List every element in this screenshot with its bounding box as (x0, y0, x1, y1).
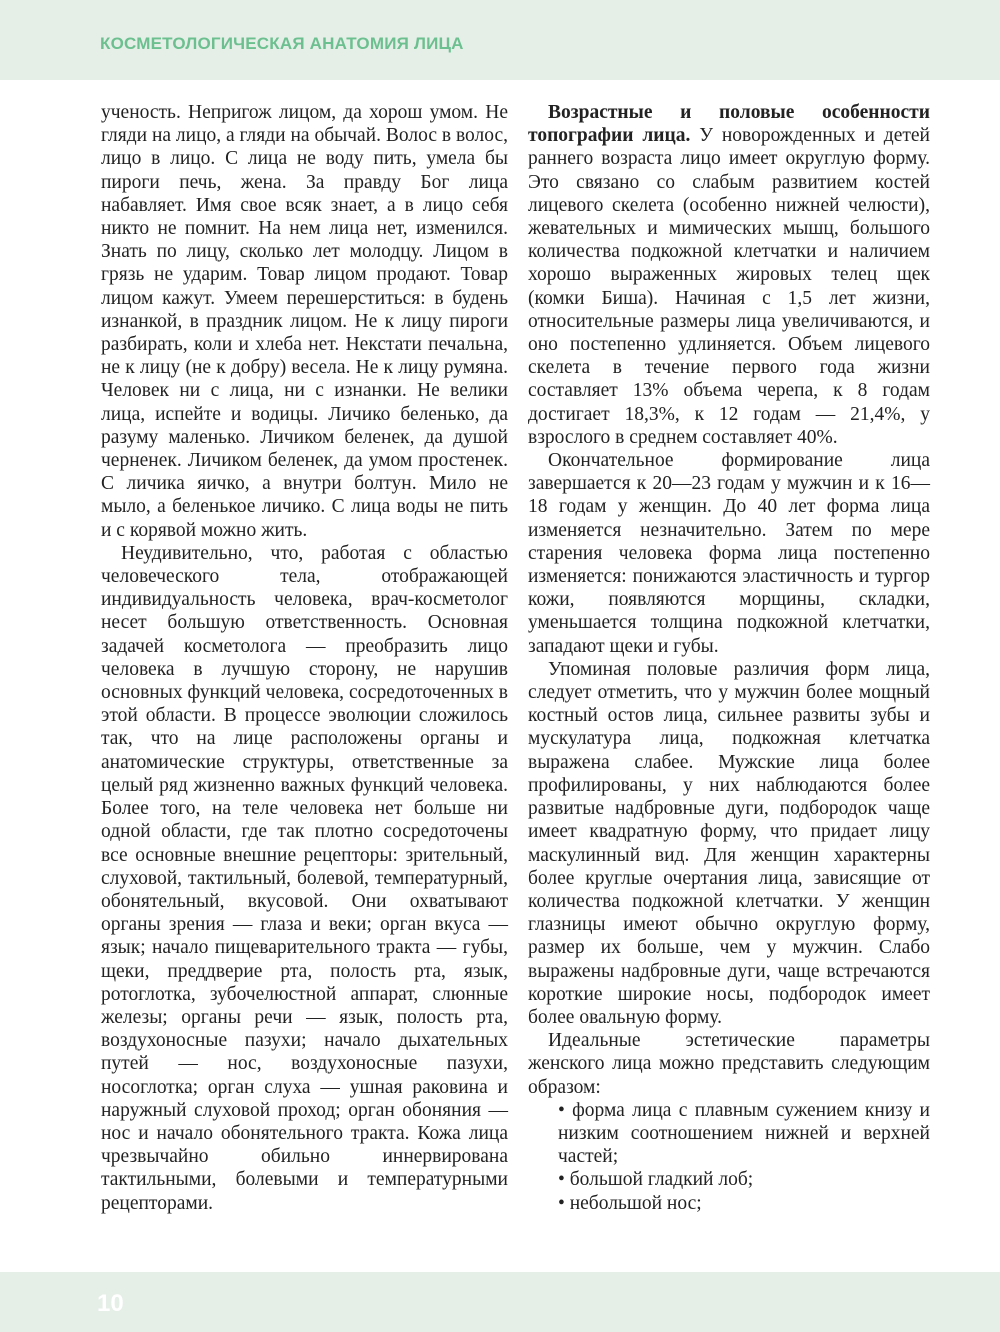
right-paragraph-3: Упоминая половые различия форм лица, следует отметить, что у мужчин более мощный костный остов лица, сильнее развиты зубы и мускулатура лица, подкожная клетчатка выражена слабее. Мужские лица более профилированы, у них наблюдаются более развитые надбровные дуги, подбородок чаще имеет квадратную форму, что придает лицу маскулинный вид. Для женщин характерны более круглые очертания лица, зависящие от количества подкожной клетчатки. У женщин глазницы имеют обычно округлую форму, размер их больше, чем у мужчин. Слабо выражены надбровные дуги, чаще встречаются короткие широкие носы, подбородок имеет более овальную форму. (528, 658, 930, 1028)
left-paragraph-1: ученость. Непригож лицом, да хорош умом. Не гляди на лицо, а гляди на обычай. Волос в волос, лицо в лицо. С лица не воду пить, умела бы пироги печь, жена. За правду Бог лица набавляет. Имя свое всяк знает, а в лицо себя никто не помнит. На нем лица нет, изменился. Знать по лицу, сколько лет молодцу. Лицом в грязь не ударим. Товар лицом продают. Товар лицом кажут. Умеем перешерститься: в будень изнанкой, в праздник лицом. Не к лицу пироги разбирать, коли и хлеба нет. Некстати печальна, не к лицу (не к добру) весела. Не к лицу румяна. Человек ни с лица, ни с изнанки. Не велики лица, испейте и водицы. Личико беленько, да разуму маленько. Личиком беленек, да душой черненек. Личиком беленек, да умом простенек. С личика яичко, а внутри болтун. Мило не мыло, а беленькое личико. С лица воды не пить и с корявой можно жить. (101, 102, 509, 541)
page-number: 10 (97, 1290, 124, 1317)
left-column (101, 101, 508, 1215)
bullet-item: • большой гладкий лоб; (528, 1168, 930, 1191)
bullet-item: • небольшой нос; (528, 1192, 930, 1215)
running-title: КОСМЕТОЛОГИЧЕСКАЯ АНАТОМИЯ ЛИЦА (100, 34, 464, 53)
section-heading: Возрастные и половые особенности топографии лица. (528, 102, 930, 147)
right-paragraph-4: Идеальные эстетические параметры женского лица можно представить следующим образом: (528, 1030, 930, 1098)
right-paragraph-1 (528, 101, 930, 449)
right-column (528, 101, 930, 1215)
left-paragraph-2: Неудивительно, что, работая с областью человеческого тела, отображающей индивидуальность человека, врач-косметолог несет большую ответственность. Основная задачей косметолога — преобразить лицо человека в лучшую сторону, не нарушив основных функций человека, сосредоточенных в этой области. В процессе эволюции сложилось так, что на лице расположены органы и анатомические структуры, ответственные за целый ряд жизненно важных функций человека. Более того, на теле человека нет больше ни одной области, где так плотно сосредоточены все основные внешние рецепторы: зрительный, слуховой, тактильный, болевой, температурный, обонятельный, вкусовой. Они охватывают органы зрения — глаза и веки; орган вкуса — язык; начало пищеварительного тракта — губы, щеки, преддверие рта, полость рта, язык, ротоглотка, зубочелюстной аппарат, слюнные железы; органы речи — язык, полость рта, воздухоносные пазухи; начало дыхательных путей — нос, воздухоносные пазухи, носоглотка; орган слуха — ушная раковина и наружный слуховой проход; орган обоняния — нос и начало обонятельного тракта. Кожа лица чрезвычайно обильно иннервирована тактильными, болевыми и температурными рецепторами. (101, 542, 508, 1214)
bullet-item: • форма лица с плавным сужением книзу и низким соотношением нижней и верхней частей; (528, 1099, 930, 1169)
right-paragraph-1-text: У новорожденных и детей раннего возраста лицо имеет округлую форму. Это связано со слабым развитием костей лицевого скелета (особенно нижней челюсти), жевательных и мимических мышц, большого количества подкожной клетчатки и наличием хорошо выраженных жировых телец щек (комки Биша). Начиная с 1,5 лет жизни, относительные размеры лица увеличиваются, и оно постепенно удлиняется. Объем лицевого скелета в течение первого года жизни составляет 13% объема черепа, к 8 годам достигает 18,3%, к 12 годам — 21,4%, у взрослого в среднем составляет 40%. (528, 125, 930, 448)
footer-band (0, 1272, 1000, 1332)
right-paragraph-2: Окончательное формирование лица завершается к 20—23 годам у мужчин и к 16—18 годам у женщин. До 40 лет форма лица изменяется незначительно. Затем по мере старения человека форма лица постепенно изменяется: понижаются эластичность и тургор кожи, появляются морщины, складки, уменьшается толщина подкожной клетчатки, западают щеки и губы. (528, 450, 930, 657)
